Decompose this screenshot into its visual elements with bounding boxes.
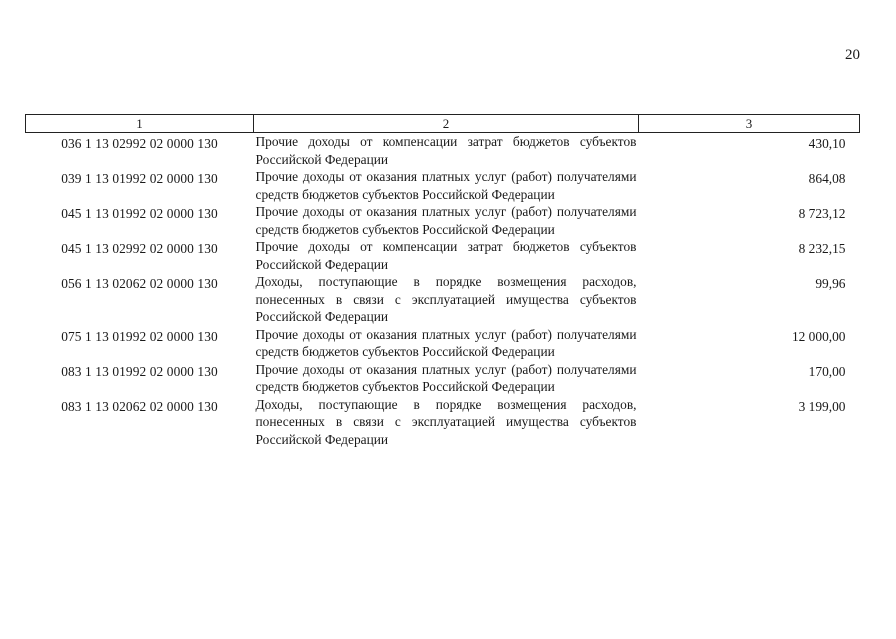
revenue-description: Прочие доходы от компенсации затрат бюджетов субъектов Российской Федерации xyxy=(255,134,637,167)
revenue-code: 036 1 13 02992 02 0000 130 xyxy=(61,136,218,151)
revenue-description: Прочие доходы от оказания платных услуг (работ) получателями средств бюджетов субъектов Российской Федерации xyxy=(255,361,637,394)
revenue-description: Доходы, поступающие в порядке возмещения расходов, понесенных в связи с эксплуатацией имущества субъектов Российской Федерации xyxy=(255,396,637,447)
revenue-code: 045 1 13 01992 02 0000 130 xyxy=(61,206,218,221)
revenue-code: 045 1 13 02992 02 0000 130 xyxy=(61,241,218,256)
page-number: 20 xyxy=(845,47,860,63)
table-header xyxy=(26,115,860,133)
revenue-code: 056 1 13 02062 02 0000 130 xyxy=(61,276,218,291)
table-body xyxy=(26,133,860,449)
revenue-description: Прочие доходы от оказания платных услуг (работ) получателями средств бюджетов субъектов Российской Федерации xyxy=(255,204,637,237)
revenue-amount: 8 723,12 xyxy=(798,206,846,221)
revenue-amount: 170,00 xyxy=(808,363,846,379)
table-row xyxy=(26,238,860,273)
revenue-table xyxy=(25,114,860,448)
revenue-code: 083 1 13 01992 02 0000 130 xyxy=(61,363,218,379)
table-row xyxy=(26,396,860,449)
revenue-amount: 3 199,00 xyxy=(798,398,846,414)
header-row xyxy=(26,115,860,133)
table-row xyxy=(26,361,860,396)
revenue-amount: 430,10 xyxy=(808,136,846,151)
column-header-1: 1 xyxy=(26,115,254,133)
revenue-amount: 99,96 xyxy=(815,276,846,291)
revenue-amount: 864,08 xyxy=(808,171,846,186)
revenue-code: 075 1 13 01992 02 0000 130 xyxy=(61,328,218,344)
revenue-description: Прочие доходы от компенсации затрат бюджетов субъектов Российской Федерации xyxy=(255,239,637,272)
table-row xyxy=(26,168,860,203)
table-row xyxy=(26,273,860,326)
revenue-description: Доходы, поступающие в порядке возмещения расходов, понесенных в связи с эксплуатацией имущества субъектов Российской Федерации xyxy=(255,274,637,324)
revenue-amount: 8 232,15 xyxy=(798,241,846,256)
revenue-amount: 12 000,00 xyxy=(791,328,846,344)
revenue-description: Прочие доходы от оказания платных услуг (работ) получателями средств бюджетов субъектов Российской Федерации xyxy=(255,326,637,359)
table-row xyxy=(26,133,860,169)
revenue-description: Прочие доходы от оказания платных услуг (работ) получателями средств бюджетов субъектов Российской Федерации xyxy=(255,169,637,202)
column-header-2: 2 xyxy=(254,115,639,133)
table-row xyxy=(26,203,860,238)
revenue-code: 039 1 13 01992 02 0000 130 xyxy=(61,171,218,186)
revenue-code: 083 1 13 02062 02 0000 130 xyxy=(61,398,218,414)
table-row xyxy=(26,326,860,361)
column-header-3: 3 xyxy=(639,115,860,133)
